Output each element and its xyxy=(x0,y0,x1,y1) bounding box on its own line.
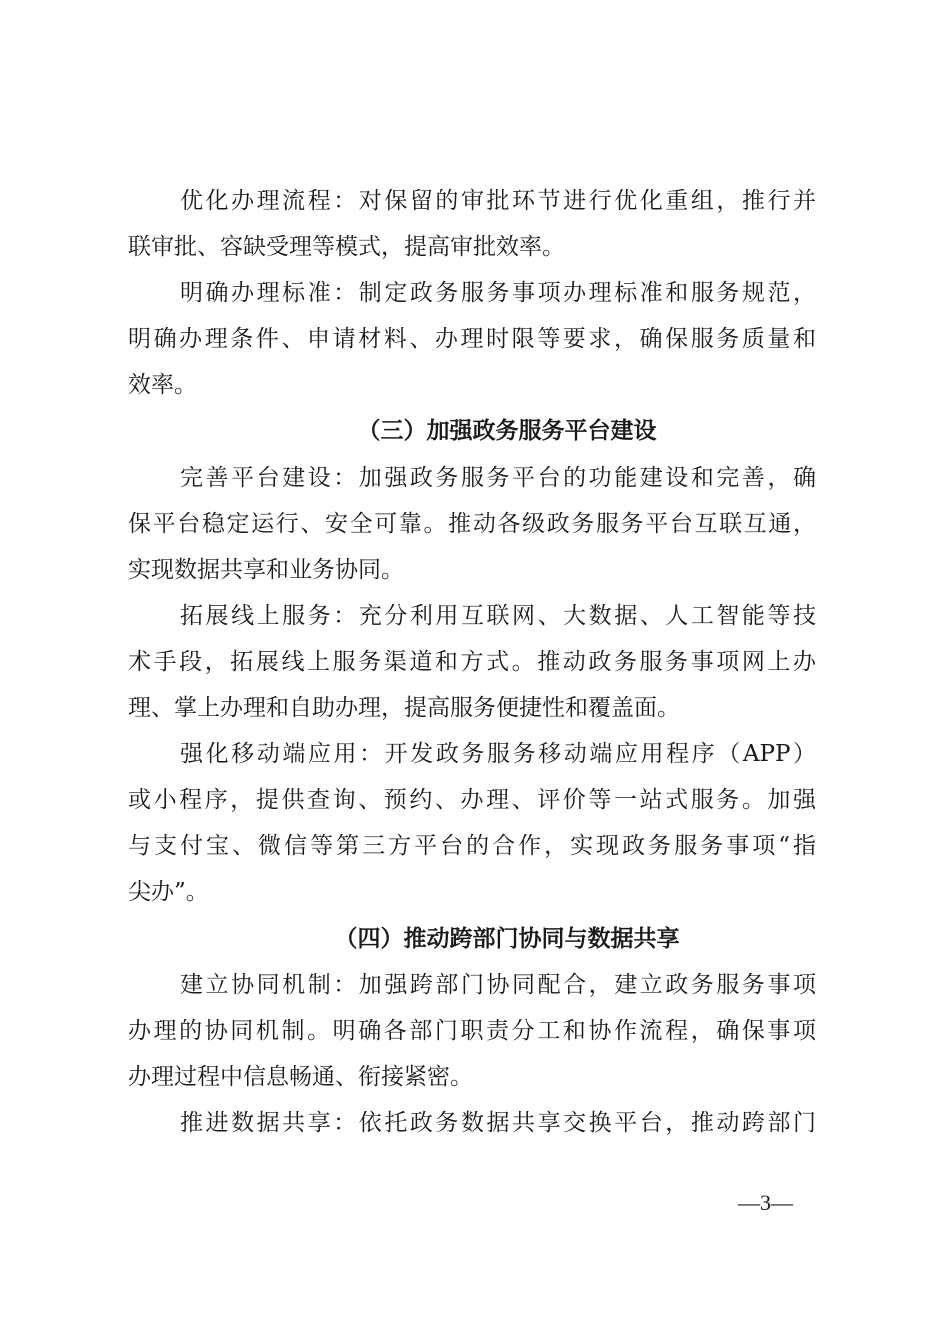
text-line: 联审批、容缺受理等模式，提高审批效率。 xyxy=(128,234,565,261)
text-line: 拓展线上服务：充分利用互联网、大数据、人工智能等技 xyxy=(180,602,816,629)
text-line: 或小程序，提供查询、预约、办理、评价等一站式服务。加强 xyxy=(128,787,816,814)
document-body xyxy=(128,178,816,1146)
text-line: 优化办理流程：对保留的审批环节进行优化重组，推行并 xyxy=(180,188,816,214)
text-line: 效率。 xyxy=(128,372,197,399)
text-line: 理、掌上办理和自助办理，提高服务便捷性和覆盖面。 xyxy=(128,695,680,722)
text-line: 办理的协同机制。明确各部门职责分工和协作流程，确保事项 xyxy=(128,1017,816,1044)
paragraph xyxy=(128,731,816,915)
text-line: 尖办”。 xyxy=(128,879,209,906)
paragraph xyxy=(128,178,816,270)
text-line: 术手段，拓展线上服务渠道和方式。推动政务服务事项网上办 xyxy=(128,648,816,675)
page-number: —3— xyxy=(738,1190,793,1215)
text-line: 完善平台建设：加强政务服务平台的功能建设和完善，确 xyxy=(180,464,816,491)
text-line: 与支付宝、微信等第三方平台的合作，实现政务服务事项“指 xyxy=(128,833,816,860)
section-heading xyxy=(128,408,816,454)
heading-text: （四）推动跨部门协同与数据共享 xyxy=(334,924,680,952)
text-line: 实现数据共享和业务协同。 xyxy=(128,556,404,583)
paragraph xyxy=(128,455,816,593)
section-heading xyxy=(128,916,816,962)
heading-text: （三）加强政务服务平台建设 xyxy=(357,417,657,445)
text-line: 明确办理标准：制定政务服务事项办理标准和服务规范， xyxy=(180,280,816,307)
paragraph xyxy=(128,962,816,1100)
text-line: 明确办理条件、申请材料、办理时限等要求，确保服务质量和 xyxy=(128,326,816,353)
text-line: 建立协同机制：加强跨部门协同配合，建立政务服务事项 xyxy=(180,971,816,998)
text-line: 保平台稳定运行、安全可靠。推动各级政务服务平台互联互通， xyxy=(128,510,816,537)
paragraph xyxy=(128,270,816,408)
paragraph xyxy=(128,593,816,731)
text-line: 办理过程中信息畅通、衔接紧密。 xyxy=(128,1063,473,1090)
paragraph xyxy=(128,1100,816,1146)
text-line: 推进数据共享：依托政务数据共享交换平台，推动跨部门 xyxy=(180,1109,816,1136)
text-line: 强化移动端应用：开发政务服务移动端应用程序（APP） xyxy=(180,741,816,768)
